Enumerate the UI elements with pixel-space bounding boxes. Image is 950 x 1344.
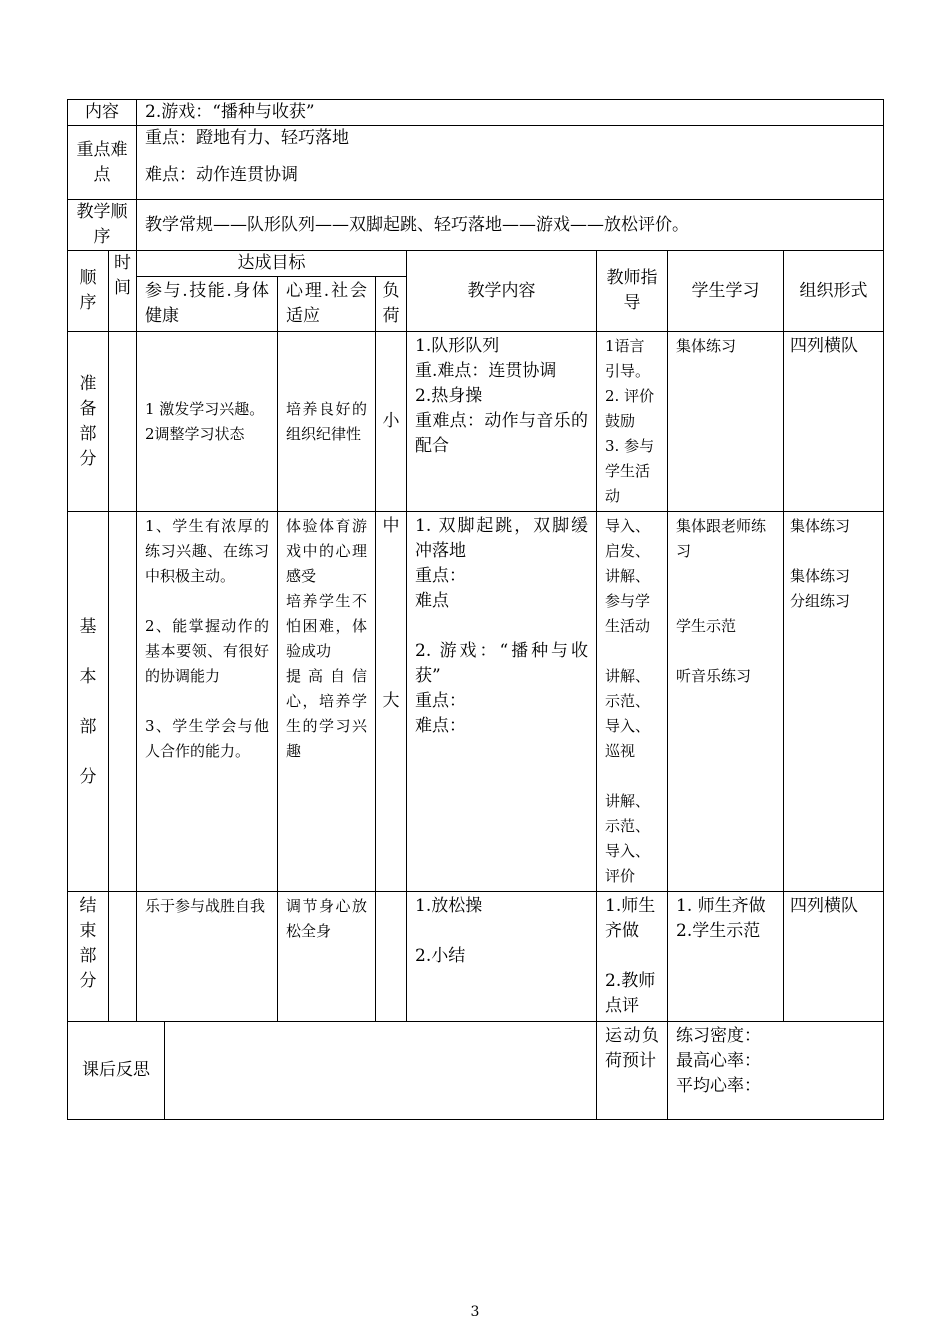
page-number: 3 — [470, 1304, 480, 1320]
time-end — [109, 892, 137, 1022]
basic-load-1: 中 — [382, 516, 400, 536]
focus-label: 重点难点 — [68, 126, 137, 200]
focus-key: 重点：蹬地有力、轻巧落地 — [145, 128, 349, 148]
end-teacher-2: 2.教师点评 — [605, 971, 656, 1016]
basic-content — [407, 512, 597, 892]
end-content — [407, 892, 597, 1022]
end-organization: 四列横队 — [784, 892, 884, 1022]
end-mental: 调节身心放松全身 — [278, 892, 376, 1022]
basic-load-2: 大 — [382, 691, 400, 711]
load-estimate-label: 运动负荷预计 — [597, 1022, 668, 1120]
prep-load: 小 — [376, 332, 407, 512]
basic-student — [668, 512, 784, 892]
basic-organization — [784, 512, 884, 892]
header-goal-skill: 参与.技能.身体健康 — [137, 277, 278, 332]
section-basic-label: 基本部分 — [79, 616, 97, 787]
header-teacher: 教师指导 — [597, 251, 668, 332]
order-label: 教学顺序 — [68, 200, 137, 251]
prep-skill: 1 激发学习兴趣。 2调整学习状态 — [137, 332, 278, 512]
basic-content-1: 1. 双脚起跳，双脚缓冲落地 重点： 难点 — [415, 516, 588, 611]
end-skill: 乐于参与战胜自我 — [137, 892, 278, 1022]
header-sequence: 顺序 — [68, 251, 109, 332]
basic-mental-1: 体验体育游戏中的心理感受 — [286, 517, 367, 585]
load-max-hr: 最高心率： — [676, 1051, 761, 1071]
load-estimate — [668, 1022, 884, 1120]
load-avg-hr: 平均心率： — [676, 1076, 761, 1096]
prep-student: 集体练习 — [668, 332, 784, 512]
order-value: 教学常规——队形队列——双脚起跳、轻巧落地——游戏——放松评价。 — [137, 200, 884, 251]
basic-mental-3: 提高自信心，培养学生的学习兴趣 — [286, 667, 367, 760]
reflection-content — [165, 1022, 597, 1120]
basic-mental-2: 培养学生不怕困难，体验成功 — [286, 592, 367, 660]
prep-mental: 培养良好的组织纪律性 — [278, 332, 376, 512]
basic-student-1: 集体跟老师练习 — [676, 517, 767, 560]
time-prep — [109, 332, 137, 512]
focus-difficult: 难点：动作连贯协调 — [145, 165, 298, 185]
lesson-plan-table — [67, 99, 884, 1120]
basic-teacher-3: 讲解、示范、导入、评价 — [605, 792, 651, 885]
reflection-label: 课后反思 — [68, 1022, 165, 1120]
end-student — [668, 892, 784, 1022]
content-label: 内容 — [68, 100, 137, 126]
prep-organization: 四列横队 — [784, 332, 884, 512]
end-content-2: 2.小结 — [415, 946, 466, 966]
section-end: 结束部分 — [68, 892, 109, 1022]
content-value: 2.游戏：“播种与收获” — [137, 100, 884, 126]
section-basic — [68, 512, 109, 892]
basic-skill-1: 1、学生有浓厚的练习兴趣、在练习中积极主动。 — [145, 517, 269, 585]
basic-mental — [278, 512, 376, 892]
header-time: 时间 — [109, 251, 137, 332]
basic-skill — [137, 512, 278, 892]
prep-content: 1.队形队列 重.难点：连贯协调 2.热身操 重难点：动作与音乐的配合 — [407, 332, 597, 512]
header-goals: 达成目标 — [137, 251, 407, 277]
basic-content-2: 2. 游戏：“播种与收获” 重点： 难点： — [415, 641, 588, 736]
header-student: 学生学习 — [668, 251, 784, 332]
basic-skill-2: 2、能掌握动作的基本要领、有很好的协调能力 — [145, 617, 269, 685]
basic-student-2: 学生示范 — [676, 617, 737, 635]
basic-teacher — [597, 512, 668, 892]
basic-org-1: 集体练习 — [790, 517, 851, 535]
basic-teacher-1: 导入、启发、讲解、参与学生活动 — [605, 517, 651, 635]
header-organization: 组织形式 — [784, 251, 884, 332]
time-basic — [109, 512, 137, 892]
basic-load — [376, 512, 407, 892]
header-content: 教学内容 — [407, 251, 597, 332]
load-density: 练习密度： — [676, 1026, 761, 1046]
basic-student-3: 听音乐练习 — [676, 667, 752, 685]
basic-teacher-2: 讲解、示范、导入、巡视 — [605, 667, 651, 760]
header-goal-mental: 心理.社会适应 — [278, 277, 376, 332]
prep-teacher: 1语言引导。 2. 评价鼓励 3. 参与学生活动 — [597, 332, 668, 512]
basic-skill-3: 3、学生学会与他人合作的能力。 — [145, 717, 269, 760]
focus-cell — [137, 126, 884, 200]
end-content-1: 1.放松操 — [415, 896, 483, 916]
end-student-1: 1. 师生齐做 — [676, 896, 766, 916]
end-load — [376, 892, 407, 1022]
basic-org-2: 集体练习 分组练习 — [790, 567, 851, 610]
end-teacher — [597, 892, 668, 1022]
section-prep: 准备部分 — [68, 332, 109, 512]
end-student-2: 2.学生示范 — [676, 921, 761, 941]
end-teacher-1: 1.师生齐做 — [605, 896, 656, 941]
header-load: 负荷 — [376, 277, 407, 332]
